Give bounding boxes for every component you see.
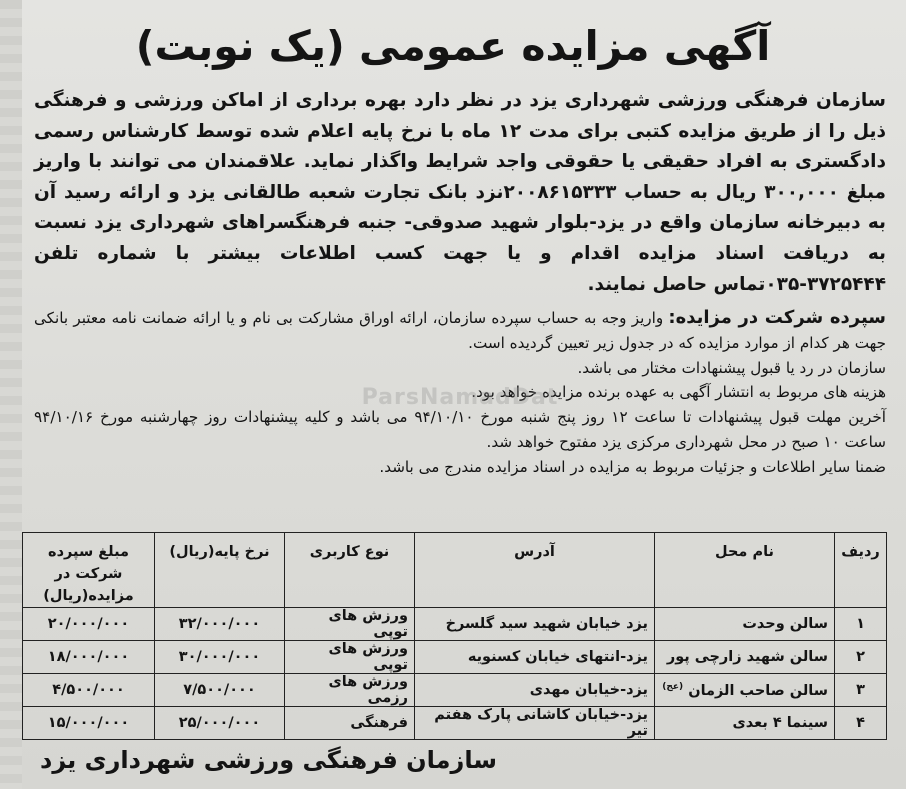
- cell-row-number: ۲: [835, 641, 887, 674]
- header-usage-type: نوع کاربری: [285, 533, 415, 608]
- cell-row-number: ۳: [835, 674, 887, 707]
- cell-base-price: ۳۲/۰۰۰/۰۰۰: [155, 608, 285, 641]
- watermark: ParsNamadDat: [361, 385, 559, 410]
- cell-deposit-amount: ۴/۵۰۰/۰۰۰: [23, 674, 155, 707]
- cell-base-price: ۷/۵۰۰/۰۰۰: [155, 674, 285, 707]
- cell-usage-type: ورزش های توپی: [285, 641, 415, 674]
- cell-usage-type: فرهنگی: [285, 707, 415, 740]
- table-row: [23, 641, 887, 674]
- header-location-name: نام محل: [655, 533, 835, 608]
- cell-deposit-amount: ۲۰/۰۰۰/۰۰۰: [23, 608, 155, 641]
- cell-base-price: ۲۵/۰۰۰/۰۰۰: [155, 707, 285, 740]
- header-address: آدرس: [415, 533, 655, 608]
- table-row: [23, 608, 887, 641]
- cell-usage-type: ورزش های رزمی: [285, 674, 415, 707]
- header-base-price: نرخ پایه(ریال): [155, 533, 285, 608]
- cell-location-name: [655, 674, 835, 707]
- table-header-row: [23, 533, 887, 608]
- cell-row-number: ۱: [835, 608, 887, 641]
- condition-item: ضمنا سایر اطلاعات و جزئیات مربوط به مزایده در اسناد مزایده مندرج می باشد.: [379, 457, 886, 476]
- issuer-signature: سازمان فرهنگی ورزشی شهرداری یزد: [40, 746, 497, 774]
- condition-item: هزینه های مربوط به انتشار آگهی به عهده برنده مزایده خواهد بود.: [471, 383, 886, 402]
- table-row: [23, 674, 887, 707]
- location-name-text: سالن صاحب الزمان: [688, 682, 828, 699]
- deposit-text: واریز وجه به حساب سپرده سازمان، ارائه اوراق مشارکت بی نام و یا ارائه ضمانت نامه معتبر بانکی جهت هر کدام از موارد مزایده که در جدول زیر تعیین گردیده است.: [34, 309, 886, 352]
- cell-base-price: ۳۰/۰۰۰/۰۰۰: [155, 641, 285, 674]
- cell-location-name: [655, 707, 835, 740]
- cell-address: یزد-انتهای خیابان کسنویه: [415, 641, 655, 674]
- cell-usage-type: ورزش های توپی: [285, 608, 415, 641]
- location-name-text: سینما ۴ بعدی: [732, 715, 828, 731]
- honorific-superscript: (عج): [662, 681, 684, 692]
- auction-table-wrapper: [23, 532, 887, 740]
- table-row: [23, 707, 887, 740]
- condition-item: آخرین مهلت قبول پیشنهادات تا ساعت ۱۲ روز پنج شنبه مورخ ۹۴/۱۰/۱۰ می باشد و کلیه پیشنهادات روز چهارشنبه مورخ ۹۴/۱۰/۱۶ ساعت ۱۰ صبح در محل شهرداری مرکزی یزد مفتوح خواهد شد.: [34, 408, 886, 451]
- cell-location-name: [655, 608, 835, 641]
- deposit-heading: سپرده شرکت در مزایده:: [668, 307, 886, 328]
- cell-row-number: ۴: [835, 707, 887, 740]
- cell-location-name: [655, 641, 835, 674]
- deposit-condition: [34, 306, 886, 356]
- header-deposit-amount: مبلغ سپرده شرکت در مزایده(ریال): [23, 533, 155, 608]
- location-name-text: سالن وحدت: [742, 616, 828, 632]
- header-row-number: ردیف: [835, 533, 887, 608]
- condition-item: سازمان در رد یا قبول پیشنهادات مختار می باشد.: [577, 358, 886, 377]
- cell-address: یزد-خیابان مهدی: [415, 674, 655, 707]
- cell-address: یزد خیابان شهید سید گلسرخ: [415, 608, 655, 641]
- cell-deposit-amount: ۱۸/۰۰۰/۰۰۰: [23, 641, 155, 674]
- adjacent-column-edge: [0, 0, 22, 789]
- intro-paragraph: سازمان فرهنگی ورزشی شهرداری یزد در نظر دارد بهره برداری از اماکن ورزشی و فرهنگی ذیل را از طریق مزایده کتبی برای مدت ۱۲ ماه با نرخ پایه اعلام شده توسط کارشناس رسمی دادگستری به افراد حقیقی یا حقوقی واجد شرایط واگذار نماید. علاقمندان می توانند با واریز مبلغ ۳۰۰,۰۰۰ ریال به حساب ۲۰۰۸۶۱۵۳۳۳نزد بانک تجارت شعبه طالقانی یزد و ارائه رسید آن به دبیرخانه سازمان واقع در یزد-بلوار شهید صدوقی- جنبه فرهنگسراهای شهرداری یزد نسبت به دریافت اسناد مزایده اقدام و یا جهت کسب اطلاعات بیشتر با شماره تلفن ۳۷۲۵۴۴۴-۰۳۵تماس حاصل نمایند.: [34, 90, 887, 295]
- location-name-text: سالن شهید زارچی پور: [666, 649, 828, 665]
- cell-address: یزد-خیابان کاشانی پارک هفتم تیر: [415, 707, 655, 740]
- cell-deposit-amount: ۱۵/۰۰۰/۰۰۰: [23, 707, 155, 740]
- page-title: آگهی مزایده عمومی (یک نوبت): [135, 22, 771, 70]
- auction-items-table: [22, 532, 887, 740]
